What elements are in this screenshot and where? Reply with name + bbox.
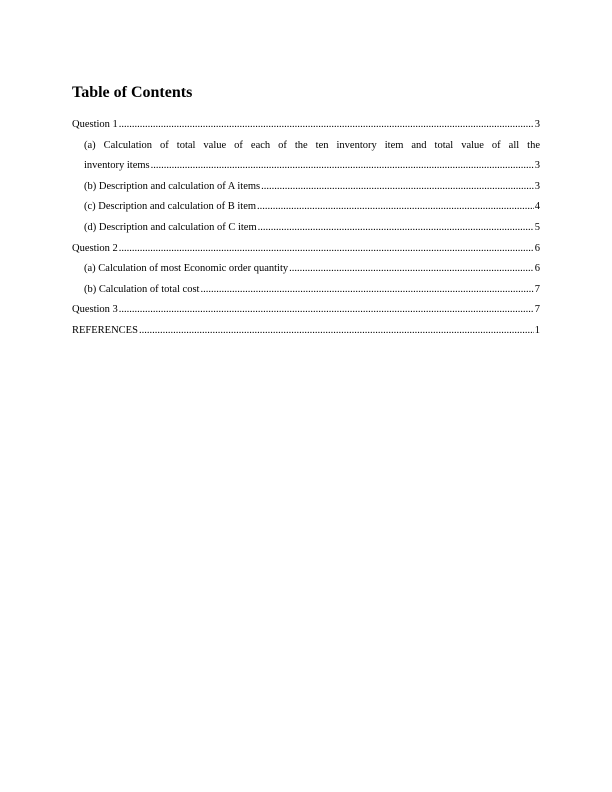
- toc-page-number: 4: [534, 201, 540, 213]
- toc-page-number: 3: [534, 180, 540, 192]
- toc-page-number: 3: [534, 160, 540, 172]
- toc-entry-line2: [84, 156, 540, 177]
- table-of-contents: [72, 115, 540, 342]
- toc-entry-label: (c) Description and calculation of B item: [84, 201, 257, 213]
- toc-entry-label: Question 1: [72, 119, 118, 130]
- toc-entry-q1-b[interactable]: [72, 177, 540, 198]
- toc-page-number: 7: [534, 283, 540, 295]
- toc-entry-label: Question 3: [72, 304, 118, 316]
- dot-leader: [119, 300, 534, 321]
- toc-entry-q2-a[interactable]: [72, 259, 540, 280]
- dot-leader: [289, 259, 534, 280]
- toc-entry-references[interactable]: [72, 321, 540, 342]
- toc-title: Table of Contents: [72, 84, 193, 101]
- dot-leader: [119, 239, 534, 260]
- dot-leader: [119, 115, 534, 136]
- toc-page-number: 6: [534, 263, 540, 275]
- toc-entry-q2-b[interactable]: [72, 280, 540, 301]
- toc-entry-q1-c[interactable]: [72, 197, 540, 218]
- toc-entry-question-3[interactable]: [72, 300, 540, 321]
- dot-leader: [257, 197, 534, 218]
- toc-page-number: 5: [534, 221, 540, 233]
- dot-leader: [200, 280, 533, 301]
- toc-page-number: 6: [534, 242, 540, 254]
- dot-leader: [258, 218, 534, 239]
- toc-entry-label: (d) Description and calculation of C item: [84, 221, 257, 233]
- toc-page-number: 1: [534, 324, 540, 336]
- dot-leader: [139, 321, 534, 342]
- toc-entry-question-2[interactable]: [72, 239, 540, 260]
- toc-entry-label: (a) Calculation of most Economic order quantity: [84, 263, 289, 275]
- toc-entry-label: (b) Description and calculation of A items: [84, 180, 261, 192]
- dot-leader: [151, 156, 534, 177]
- toc-page-number: 7: [534, 304, 540, 316]
- toc-entry-label-continued: inventory items: [84, 160, 150, 172]
- toc-entry-q1-a[interactable]: [72, 136, 540, 177]
- toc-entry-label: (b) Calculation of total cost: [84, 283, 200, 295]
- toc-entry-label: REFERENCES: [72, 324, 138, 336]
- toc-entry-question-1[interactable]: [72, 115, 540, 136]
- toc-page-number: 3: [534, 119, 540, 130]
- toc-entry-label: (a) Calculation of total value of each of the ten inventory item and total value of all the: [84, 139, 540, 151]
- toc-entry-label: Question 2: [72, 242, 118, 254]
- toc-entry-q1-d[interactable]: [72, 218, 540, 239]
- dot-leader: [261, 177, 534, 198]
